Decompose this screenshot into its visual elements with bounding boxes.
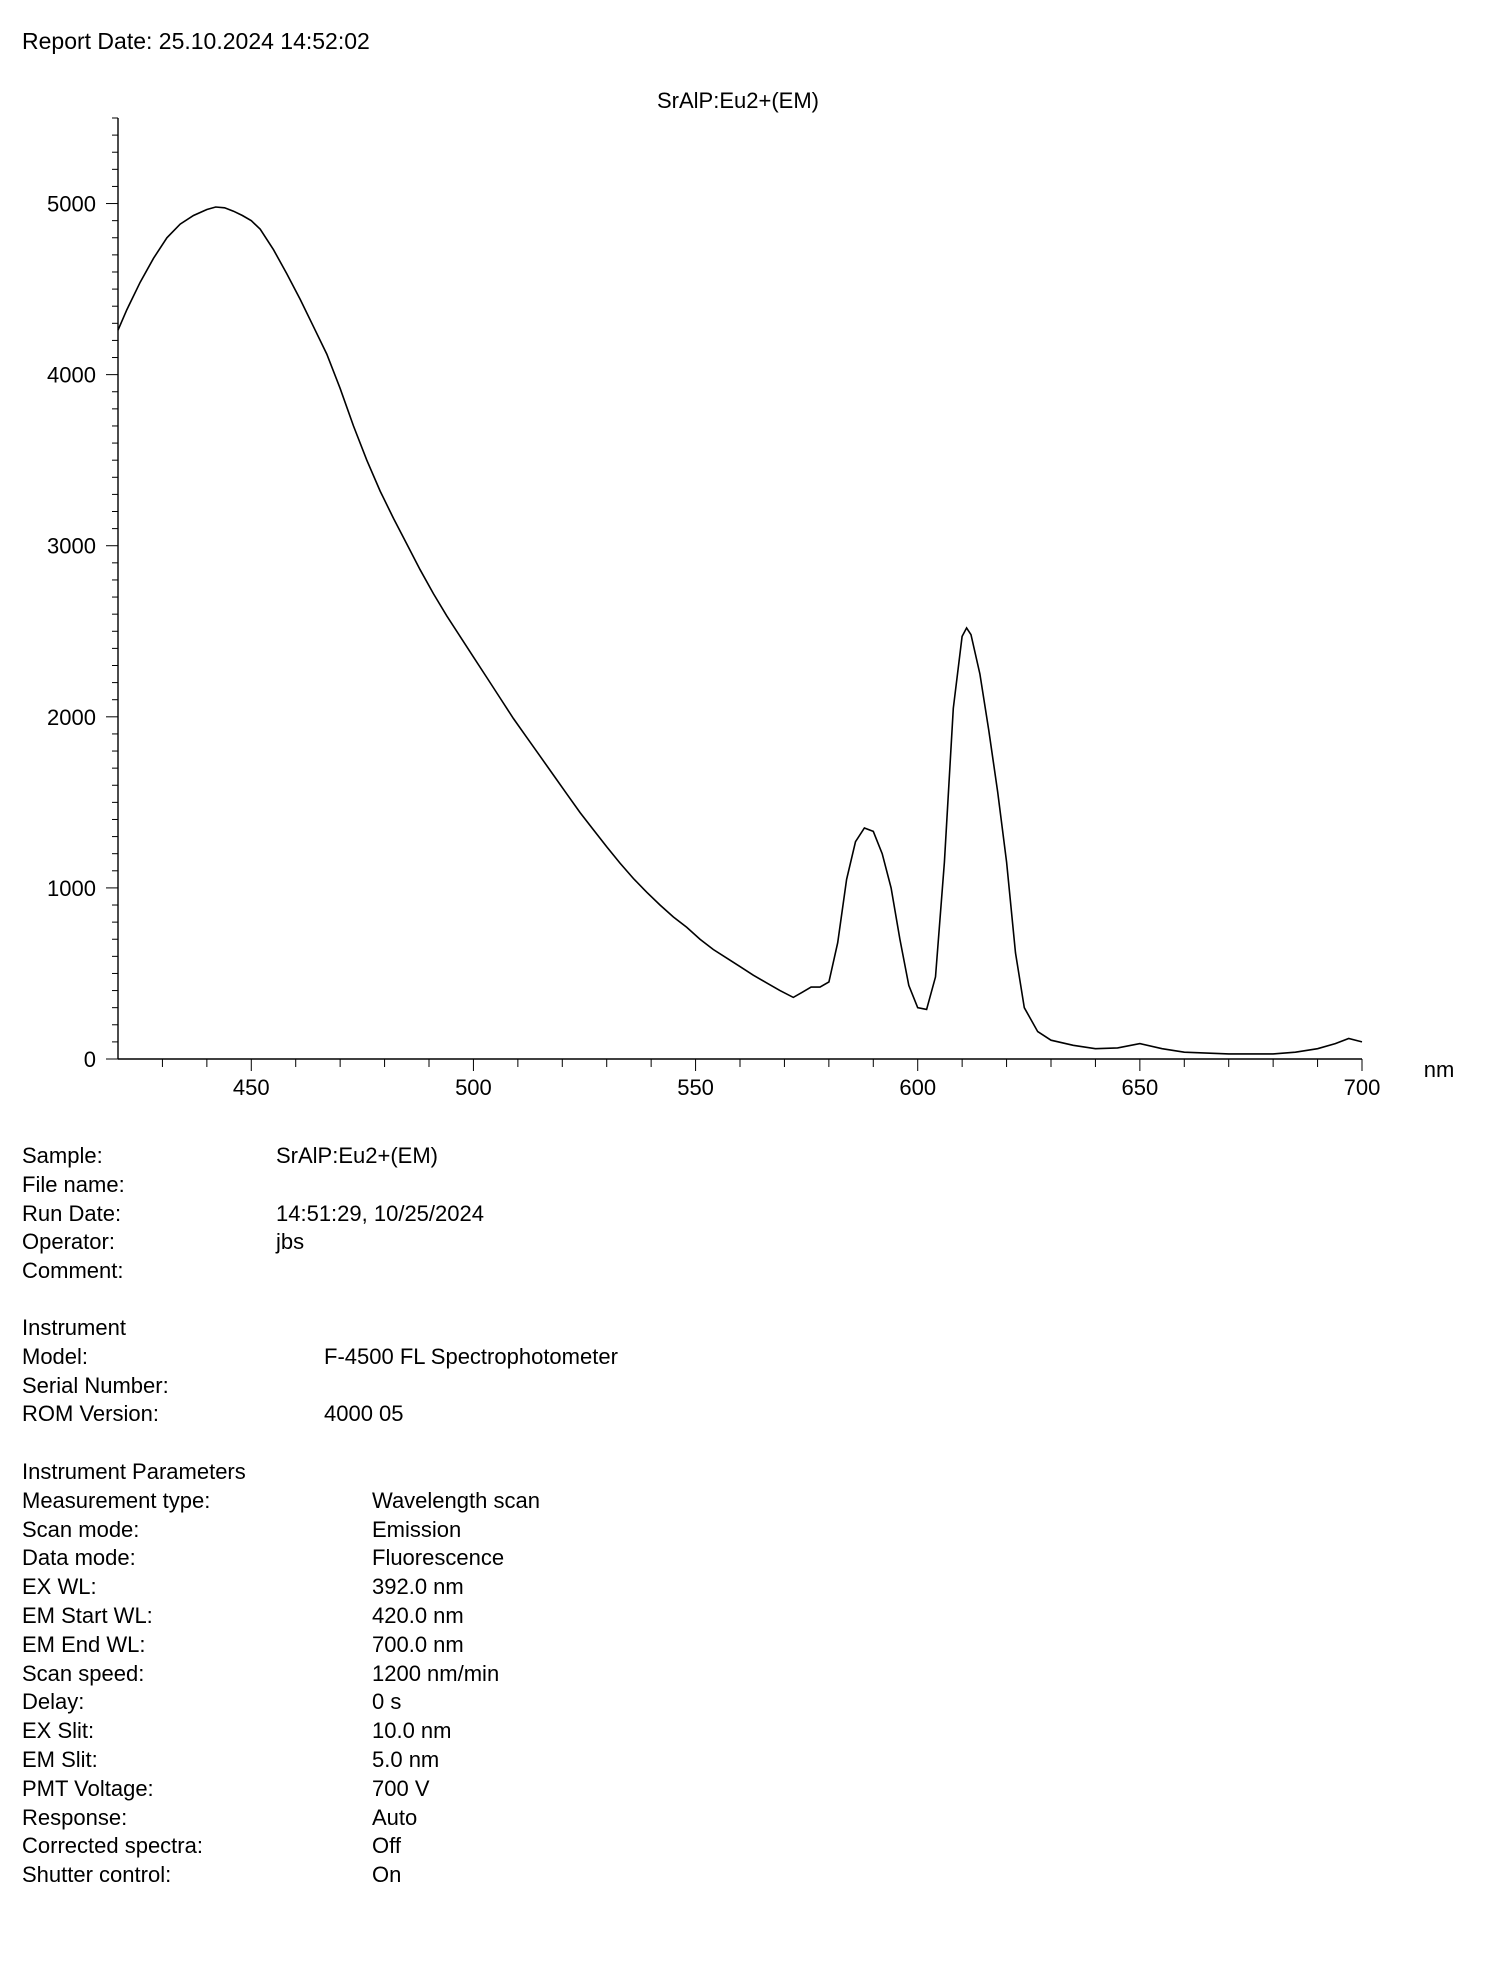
info-row (22, 1573, 464, 1602)
info-label: Shutter control: (22, 1862, 172, 1888)
info-label: ROM Version: (22, 1401, 159, 1427)
info-value: F-4500 FL Spectrophotometer (324, 1343, 618, 1369)
info-row (22, 1544, 505, 1573)
info-value: 10.0 nm (372, 1718, 452, 1744)
info-row (22, 1832, 401, 1861)
info-value: 700.0 nm (372, 1631, 464, 1657)
info-label: Scan mode: (22, 1516, 140, 1542)
info-row (22, 1861, 402, 1890)
info-label: Response: (22, 1804, 128, 1830)
info-value: On (372, 1862, 402, 1888)
info-label: Measurement type: (22, 1487, 211, 1513)
section-heading: Instrument (22, 1315, 126, 1340)
info-label: Operator: (22, 1229, 115, 1255)
info-label: Model: (22, 1343, 89, 1369)
info-label: Serial Number: (22, 1372, 169, 1398)
info-row (22, 1746, 440, 1775)
info-label: EM Start WL: (22, 1602, 153, 1628)
info-value: 700 V (372, 1775, 430, 1801)
y-tick-label: 2000 (47, 704, 96, 730)
info-label: EX WL: (22, 1574, 97, 1600)
chart-tick-labels (47, 192, 1380, 1100)
info-row (22, 1717, 452, 1746)
info-value: 1200 nm/min (372, 1660, 500, 1686)
info-label: EX Slit: (22, 1718, 95, 1744)
info-label: Run Date: (22, 1200, 122, 1226)
info-label: Sample: (22, 1143, 103, 1168)
info-value: 5.0 nm (372, 1746, 440, 1772)
x-tick-label: 700 (1343, 1075, 1381, 1100)
info-value: jbs (276, 1229, 305, 1255)
info-value: Wavelength scan (372, 1487, 540, 1513)
info-value: Auto (372, 1804, 418, 1830)
report-date: Report Date: 25.10.2024 14:52:02 (22, 28, 370, 54)
x-tick-label: 450 (232, 1075, 270, 1100)
info-label: File name: (22, 1171, 125, 1197)
info-value: Fluorescence (372, 1545, 505, 1571)
info-row (22, 1660, 500, 1689)
x-tick-label: 550 (677, 1075, 714, 1100)
info-label: Delay: (22, 1689, 85, 1715)
section-heading: Instrument Parameters (22, 1459, 246, 1484)
y-tick-label: 1000 (47, 875, 96, 901)
info-value: Off (372, 1833, 401, 1859)
info-label: Comment: (22, 1258, 124, 1284)
instrument-parameters-section (22, 1458, 540, 1890)
x-tick-label: 600 (899, 1075, 937, 1100)
info-value: 4000 05 (324, 1401, 404, 1427)
series-line-emission (118, 207, 1362, 1054)
info-row (22, 1487, 540, 1516)
chart-axes (118, 118, 1362, 1059)
info-row (22, 1804, 418, 1833)
y-tick-label: 3000 (47, 533, 96, 559)
chart-ticks (106, 118, 1362, 1071)
info-label: Scan speed: (22, 1660, 145, 1686)
info-row (22, 1343, 618, 1372)
y-tick-label: 0 (83, 1047, 96, 1072)
info-label: EM Slit: (22, 1746, 98, 1772)
info-row (22, 1688, 402, 1717)
x-tick-label: 650 (1121, 1075, 1159, 1100)
info-value: Emission (372, 1516, 462, 1542)
x-tick-label: 500 (455, 1075, 492, 1100)
info-row (22, 1631, 464, 1660)
info-value: SrAlP:Eu2+(EM) (276, 1143, 438, 1168)
info-label: Data mode: (22, 1545, 136, 1571)
info-row (22, 1516, 462, 1545)
info-row (22, 1400, 404, 1429)
x-axis-unit-label: nm (1423, 1057, 1455, 1082)
info-row (22, 1775, 430, 1804)
info-label: PMT Voltage: (22, 1775, 154, 1801)
y-tick-label: 4000 (47, 362, 96, 388)
info-row (22, 1602, 464, 1631)
info-value: 14:51:29, 10/25/2024 (276, 1200, 484, 1226)
y-tick-label: 5000 (47, 191, 96, 217)
info-label: EM End WL: (22, 1631, 146, 1657)
info-value: 420.0 nm (372, 1602, 464, 1628)
chart-title: SrAlP:Eu2+(EM) (657, 88, 819, 113)
info-label: Corrected spectra: (22, 1833, 203, 1859)
info-row (22, 1372, 169, 1401)
info-value: 0 s (372, 1689, 402, 1715)
info-value: 392.0 nm (372, 1574, 464, 1600)
instrument-section (22, 1314, 618, 1429)
